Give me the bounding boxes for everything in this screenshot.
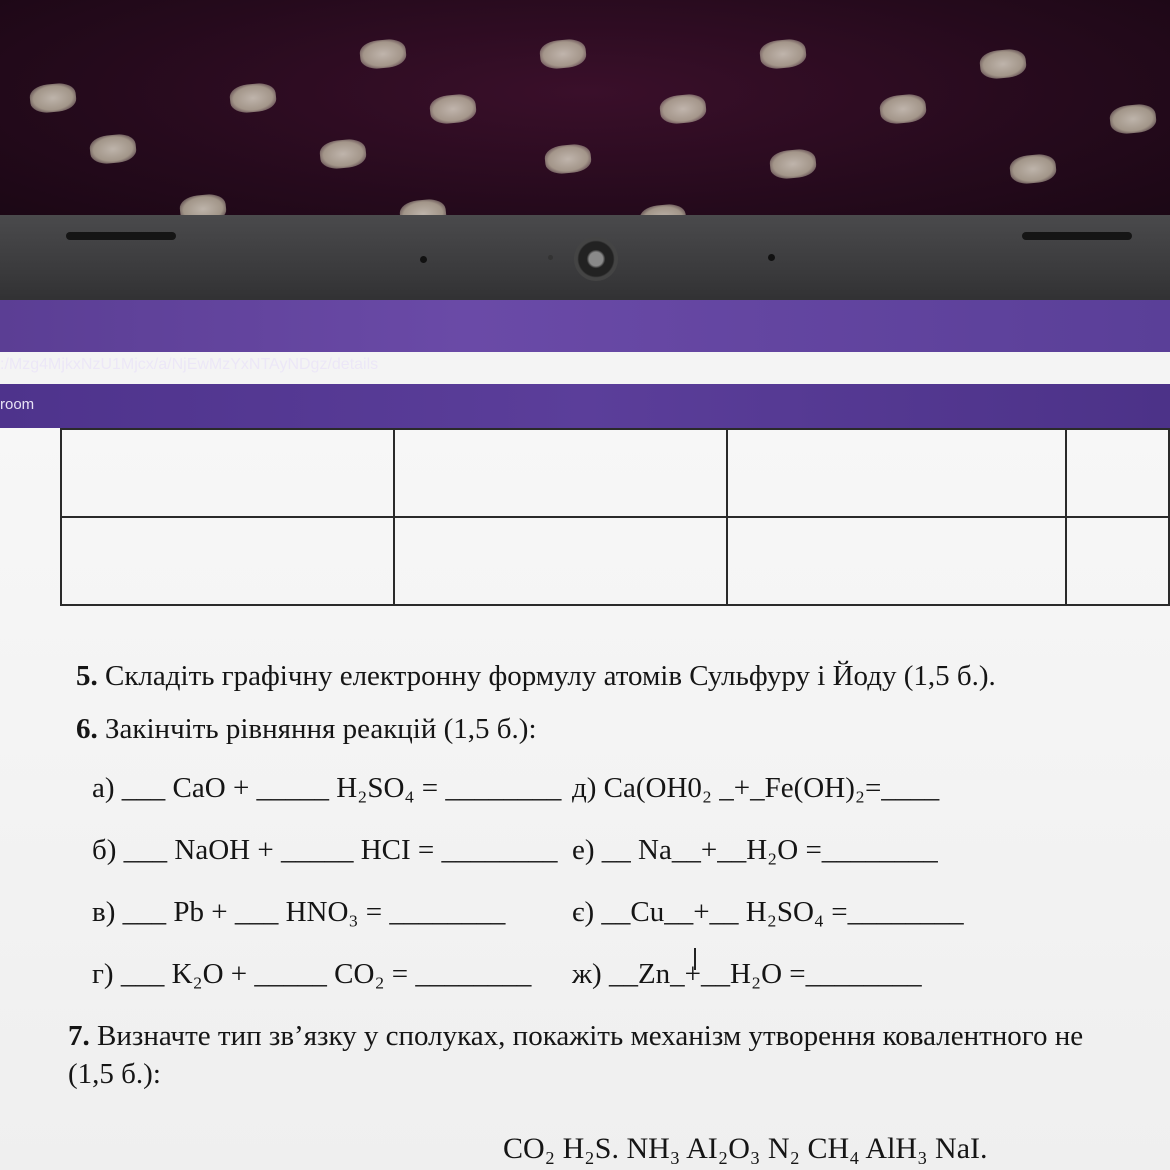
equation-text: ___ Pb + ___ HNO₃ = ________	[122, 896, 506, 928]
table-cell	[727, 429, 1066, 517]
keyboard-key	[29, 82, 78, 115]
task-7	[68, 1020, 1083, 1053]
equation-label: г)	[92, 958, 114, 990]
equation-label: д)	[572, 772, 597, 804]
table-row	[61, 429, 1169, 517]
equation-v	[92, 896, 505, 929]
equation-b	[92, 834, 558, 867]
classroom-header	[0, 384, 1170, 428]
equation-text: ___ K₂O + _____ CO₂ = ________	[120, 958, 532, 990]
bezel-sensor-dot	[548, 255, 553, 260]
equation-text: __Zn_+__H₂O =________	[608, 958, 922, 990]
keyboard-key	[319, 138, 368, 171]
equation-label: є)	[572, 896, 595, 928]
table-cell	[394, 429, 727, 517]
table-cell	[1066, 517, 1169, 605]
equation-label: ж)	[572, 958, 602, 990]
bezel-sensor-dot	[420, 256, 427, 263]
keyboard-key	[1009, 153, 1058, 186]
keyboard-key	[659, 93, 708, 126]
keyboard-key	[89, 133, 138, 166]
keyboard-key	[979, 48, 1028, 81]
keyboard-key	[229, 82, 278, 115]
keyboard-key	[359, 38, 408, 71]
equation-label: в)	[92, 896, 116, 928]
bezel-rubber-strip	[66, 232, 176, 240]
task-7-points: (1,5 б.):	[68, 1058, 161, 1090]
equation-text: ___ NaOH + _____ HCI = ________	[123, 834, 558, 866]
keyboard-key	[429, 93, 478, 126]
bezel-sensor-dot	[768, 254, 775, 261]
keyboard-key	[769, 148, 818, 181]
equation-a	[92, 772, 561, 805]
equation-text: ___ CaO + _____ H₂SO₄ = ________	[121, 772, 562, 804]
task-number: 6.	[76, 713, 98, 745]
address-bar[interactable]: :/Mzg4MjkxNzU1Mjcx/a/NjEwMzYxNTAyNDgz/details	[0, 356, 379, 373]
equation-label: е)	[572, 834, 595, 866]
equation-text: __Cu__+__ H₂SO₄ =________	[601, 896, 964, 928]
table-cell	[394, 517, 727, 605]
keyboard-key	[544, 143, 593, 176]
bezel-rubber-strip	[1022, 232, 1132, 240]
task-text: Закінчіть рівняння реакцій (1,5 б.):	[105, 713, 537, 745]
equation-label: б)	[92, 834, 117, 866]
task-5	[76, 660, 996, 693]
laptop-keyboard	[0, 0, 1170, 230]
classroom-label[interactable]: room	[0, 396, 35, 413]
text-cursor-icon	[694, 948, 706, 970]
task-text: Визначте тип зв’язку у сполуках, покажіть механізм утворення ковалентного не	[97, 1020, 1084, 1052]
table-row	[61, 517, 1169, 605]
task-number: 5.	[76, 660, 98, 692]
keyboard-key	[879, 93, 928, 126]
compound-list: CO₂ H₂S. NH₃ AI₂O₃ N₂ CH₄ AlH₃ NaI.	[503, 1132, 988, 1165]
task-text: Складіть графічну електронну формулу атомів Сульфуру і Йоду (1,5 б.).	[105, 660, 996, 692]
answer-table	[60, 428, 1170, 606]
keyboard-key	[539, 38, 588, 71]
equation-label: а)	[92, 772, 115, 804]
table-cell	[727, 517, 1066, 605]
equation-e	[572, 834, 938, 867]
equation-zh	[572, 958, 922, 991]
table-cell	[61, 517, 394, 605]
keyboard-key	[1109, 103, 1158, 136]
table-cell	[61, 429, 394, 517]
equation-d	[572, 772, 939, 805]
keyboard-key	[759, 38, 808, 71]
browser-toolbar	[0, 300, 1170, 352]
task-6	[76, 713, 537, 746]
equation-g	[92, 958, 531, 991]
webcam-icon	[574, 237, 618, 281]
equation-text: Ca(OH0₂ _+_Fe(OH)₂=____	[603, 772, 940, 804]
equation-text: __ Na__+__H₂O =________	[601, 834, 938, 866]
table-cell	[1066, 429, 1169, 517]
equation-ye	[572, 896, 964, 929]
task-number: 7.	[68, 1020, 90, 1052]
